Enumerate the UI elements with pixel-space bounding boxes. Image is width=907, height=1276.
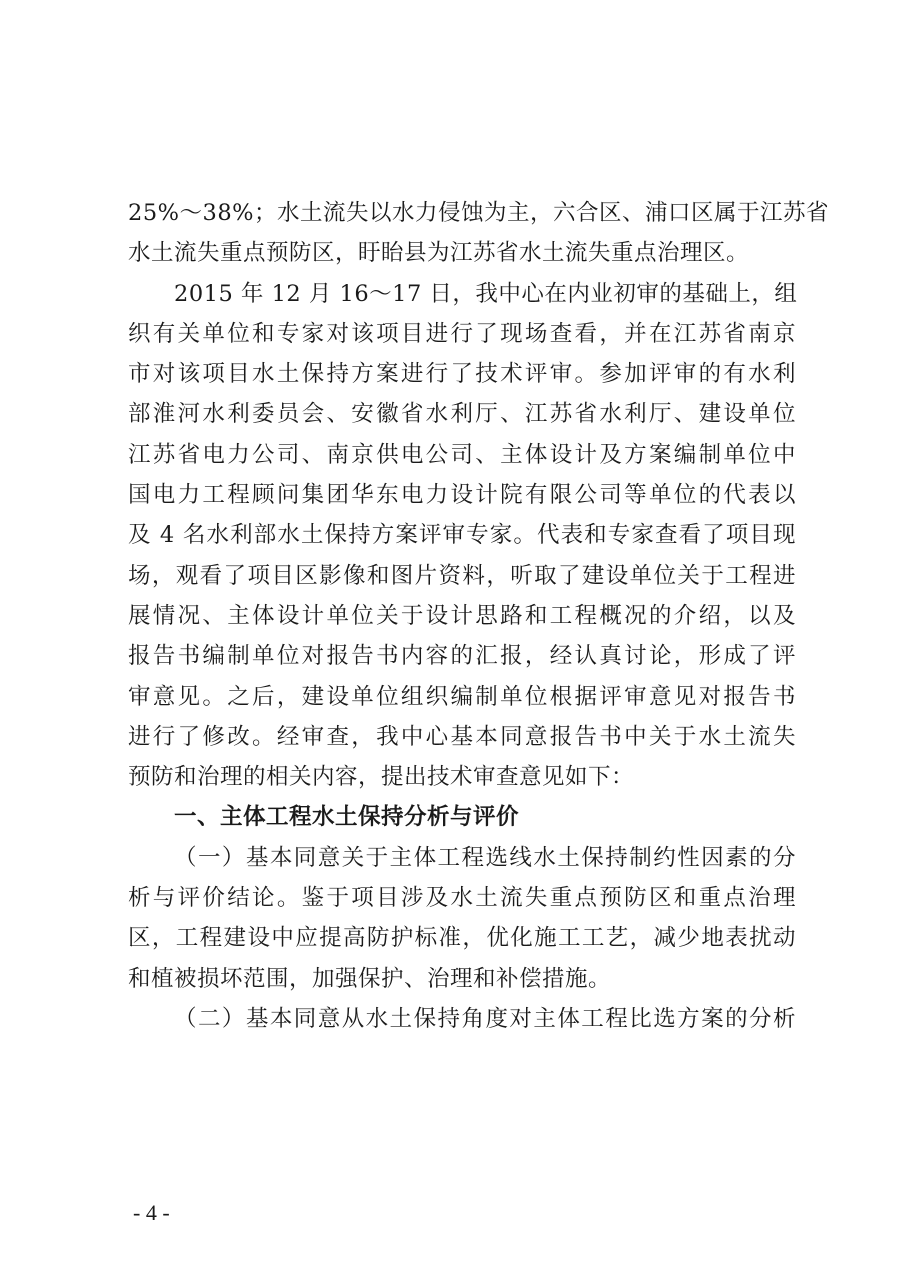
text-line: 区，工程建设中应提高防护标准，优化施工工艺，减少地表扰动 (128, 925, 796, 952)
text-line: （二）基本同意从水土保持角度对主体工程比选方案的分析 (174, 1005, 796, 1032)
text-line: 2015 年 12 月 16～17 日，我中心在内业初审的基础上，组 (174, 280, 798, 307)
text-line: 部淮河水利委员会、安徽省水利厅、江苏省水利厅、建设单位 (128, 401, 796, 428)
text-line: 江苏省电力公司、南京供电公司、主体设计及方案编制单位中 (128, 441, 796, 468)
text-line: 审意见。之后，建设单位组织编制单位根据评审意见对报告书 (128, 683, 796, 710)
text-line: 场，观看了项目区影像和图片资料，听取了建设单位关于工程进 (128, 562, 796, 589)
text-line: （一）基本同意关于主体工程选线水土保持制约性因素的分 (174, 844, 796, 871)
text-line: 25%～38%；水土流失以水力侵蚀为主，六合区、浦口区属于江苏省 (128, 200, 830, 226)
text-line: 市对该项目水土保持方案进行了技术评审。参加评审的有水利 (128, 361, 796, 388)
text-line: 析与评价结论。鉴于项目涉及水土流失重点预防区和重点治理 (128, 885, 796, 912)
document-body (128, 193, 830, 1039)
text-line: 水土流失重点预防区，盱眙县为江苏省水土流失重点治理区。 (128, 240, 750, 267)
text-line: 及 4 名水利部水土保持方案评审专家。代表和专家查看了项目现 (128, 522, 796, 549)
text-line: 和植被损坏范围，加强保护、治理和补偿措施。 (128, 965, 612, 992)
section-heading: 一、主体工程水土保持分析与评价 (174, 804, 520, 831)
text-line: 国电力工程顾问集团华东电力设计院有限公司等单位的代表以 (128, 482, 796, 509)
text-line: 报告书编制单位对报告书内容的汇报，经认真讨论，形成了评 (128, 643, 796, 670)
text-line: 预防和治理的相关内容，提出技术审查意见如下： (128, 764, 635, 791)
text-line: 进行了修改。经审查，我中心基本同意报告书中关于水土流失 (128, 723, 796, 750)
text-line: 展情况、主体设计单位关于设计思路和工程概况的介绍，以及 (128, 602, 796, 629)
page-number: - 4 - (133, 1200, 170, 1225)
text-line: 织有关单位和专家对该项目进行了现场查看，并在江苏省南京 (128, 320, 796, 347)
